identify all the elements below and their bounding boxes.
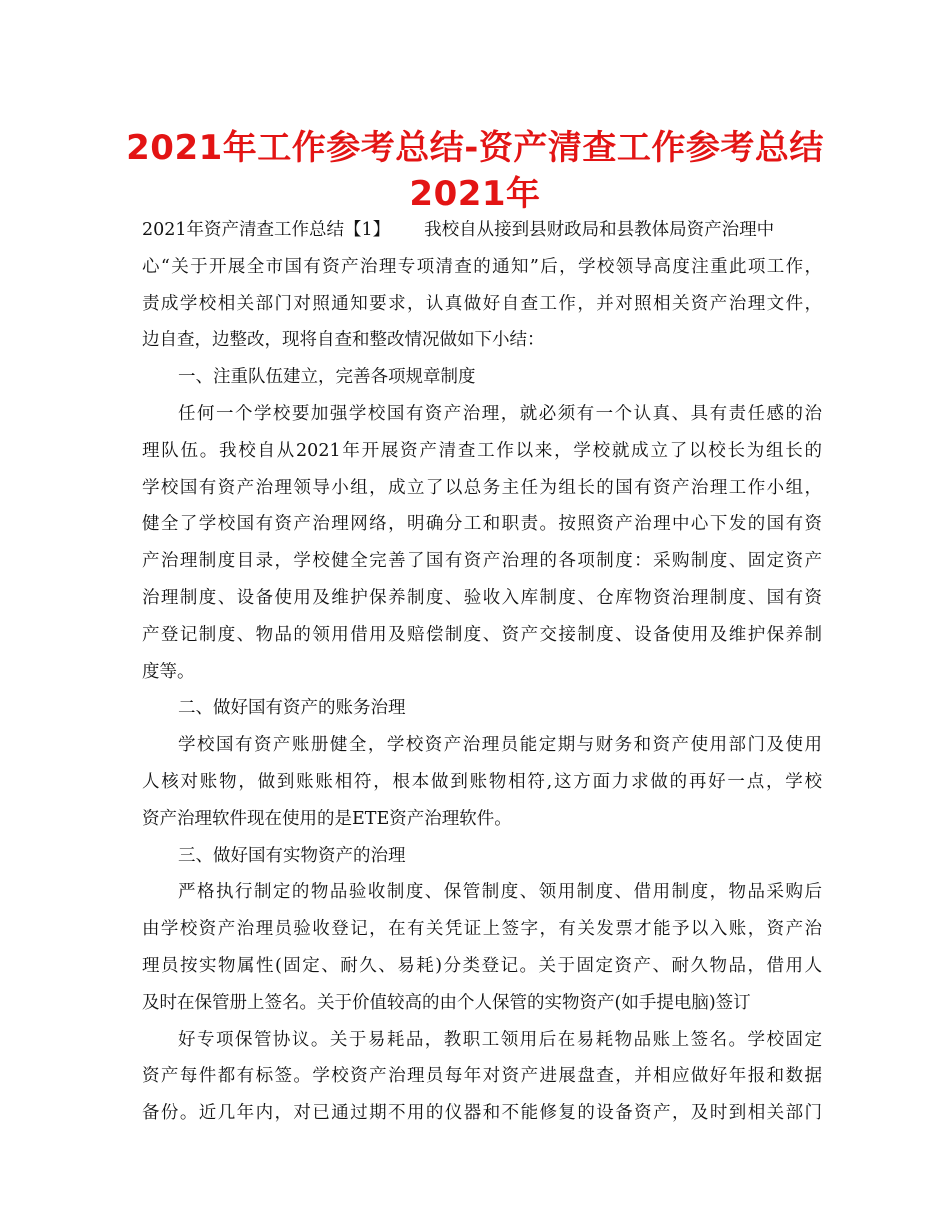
paragraph-line: 备份。近几年内，对已通过期不用的仪器和不能修复的设备资产，及时到相关部门 [142, 1103, 822, 1124]
paragraph-line: 由学校资产治理员验收登记，在有关凭证上签字，有关发票才能予以入账，资产治 [142, 919, 822, 940]
paragraph-line: 边自查，边整改，现将自查和整改情况做如下小结： [142, 330, 545, 351]
paragraph-line: 任何一个学校要加强学校国有资产治理，就必须有一个认真、具有责任感的治 [178, 403, 822, 424]
section-heading: 三、做好国有实物资产的治理 [178, 845, 406, 866]
paragraph-line: 严格执行制定的物品验收制度、保管制度、领用制度、借用制度，物品采购后 [178, 882, 822, 903]
paragraph-line: 产治理制度目录，学校健全完善了国有资产治理的各项制度：采购制度、固定资产 [142, 551, 822, 572]
paragraph-line: 好专项保管协议。关于易耗品，教职工领用后在易耗物品账上签名。学校固定 [178, 1029, 822, 1050]
document-body [142, 212, 822, 1132]
paragraph-text: 我校自从接到县财政局和县教体局资产治理中 [424, 220, 775, 240]
paragraph-line: 资产治理软件现在使用的是ETE资产治理软件。 [142, 808, 512, 829]
paragraph-line [142, 212, 822, 249]
section-heading: 一、注重队伍建立，完善各项规章制度 [178, 367, 476, 388]
paragraph-line: 学校国有资产治理领导小组，成立了以总务主任为组长的国有资产治理工作小组， [142, 477, 822, 498]
document-title-line-2: 2021年 [409, 174, 541, 214]
paragraph-line: 及时在保管册上签名。关于价值较高的由个人保管的实物资产(如手提电脑)签订 [142, 992, 751, 1013]
paragraph-line: 理队伍。我校自从2021年开展资产清查工作以来，学校就成立了以校长为组长的 [142, 440, 822, 461]
paragraph-line: 心“关于开展全市国有资产治理专项清查的通知”后，学校领导高度注重此项工作， [142, 256, 822, 277]
paragraph-line: 治理制度、设备使用及维护保养制度、验收入库制度、仓库物资治理制度、国有资 [142, 587, 822, 608]
paragraph-line: 人核对账物，做到账账相符，根本做到账物相符,这方面力求做的再好一点，学校 [142, 771, 822, 792]
paragraph-line: 资产每件都有标签。学校资产治理员每年对资产进展盘查，并相应做好年报和数据 [142, 1066, 822, 1087]
paragraph-line: 理员按实物属性(固定、耐久、易耗)分类登记。关于固定资产、耐久物品，借用人 [142, 955, 822, 976]
intro-heading: 2021年资产清查工作总结【1】 [142, 220, 391, 240]
document-title-line-1: 2021年工作参考总结-资产清查工作参考总结 [126, 128, 824, 168]
paragraph-line: 健全了学校国有资产治理网络，明确分工和职责。按照资产治理中心下发的国有资 [142, 514, 822, 535]
paragraph-line: 学校国有资产账册健全，学校资产治理员能定期与财务和资产使用部门及使用 [178, 735, 822, 756]
paragraph-line: 产登记制度、物品的领用借用及赔偿制度、资产交接制度、设备使用及维护保养制 [142, 624, 822, 645]
section-heading: 二、做好国有资产的账务治理 [178, 698, 406, 719]
paragraph-line: 度等。 [142, 661, 195, 682]
paragraph-line: 责成学校相关部门对照通知要求，认真做好自查工作，并对照相关资产治理文件， [142, 293, 822, 314]
